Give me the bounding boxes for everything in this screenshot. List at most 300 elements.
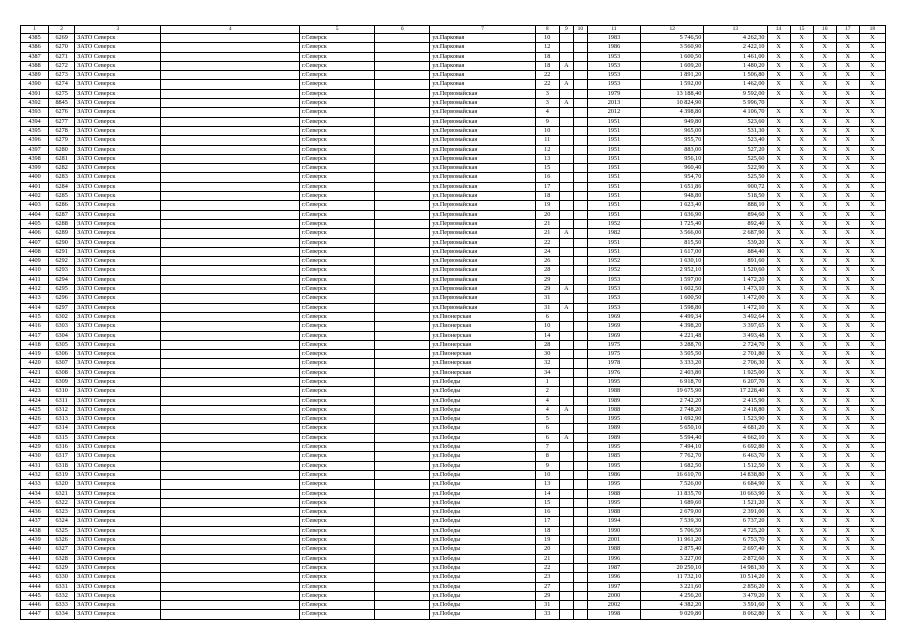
table-cell xyxy=(559,210,573,219)
table-cell: г.Северск xyxy=(299,461,374,470)
table-cell xyxy=(559,238,573,247)
table-cell: ЗАТО Северск xyxy=(75,43,161,52)
table-cell: 1 617,00 xyxy=(641,247,704,256)
table-row xyxy=(21,582,886,591)
table-cell xyxy=(375,350,430,359)
table-cell xyxy=(375,452,430,461)
table-cell: ул.Победы xyxy=(430,573,535,582)
table-cell: 4440 xyxy=(21,545,49,554)
table-cell xyxy=(161,517,299,526)
table-cell: X xyxy=(790,285,813,294)
table-cell xyxy=(559,275,573,284)
table-cell: 4446 xyxy=(21,601,49,610)
table-cell xyxy=(161,480,299,489)
table-cell: 4404 xyxy=(21,210,49,219)
table-cell: X xyxy=(859,34,885,43)
table-cell xyxy=(375,443,430,452)
table-cell: 1951 xyxy=(587,247,640,256)
table-cell: 6279 xyxy=(49,136,75,145)
table-cell: X xyxy=(859,368,885,377)
table-row xyxy=(21,517,886,526)
table-cell: X xyxy=(836,470,859,479)
table-cell: 1 925,00 xyxy=(704,368,767,377)
table-cell: X xyxy=(813,517,836,526)
table-cell: X xyxy=(813,526,836,535)
table-row xyxy=(21,331,886,340)
table-cell: 31 xyxy=(535,601,559,610)
table-cell xyxy=(161,387,299,396)
table-cell: ЗАТО Северск xyxy=(75,424,161,433)
table-cell: X xyxy=(767,582,790,591)
table-cell: X xyxy=(836,126,859,135)
table-row xyxy=(21,563,886,572)
table-row xyxy=(21,443,886,452)
table-cell: X xyxy=(859,526,885,535)
table-cell xyxy=(573,312,587,321)
table-cell: 4 xyxy=(535,108,559,117)
table-cell xyxy=(573,610,587,619)
table-cell: X xyxy=(836,545,859,554)
table-cell: 4429 xyxy=(21,443,49,452)
column-header-15: 15 xyxy=(790,26,813,34)
table-cell: ЗАТО Северск xyxy=(75,266,161,275)
table-cell: 26 xyxy=(535,257,559,266)
table-cell: X xyxy=(836,201,859,210)
table-cell: 1 472,00 xyxy=(704,294,767,303)
table-cell: ЗАТО Северск xyxy=(75,322,161,331)
table-cell: 4441 xyxy=(21,554,49,563)
table-cell: 4426 xyxy=(21,415,49,424)
table-cell: X xyxy=(767,312,790,321)
table-cell: 6321 xyxy=(49,489,75,498)
table-cell: X xyxy=(767,591,790,600)
table-cell: 4419 xyxy=(21,350,49,359)
table-cell xyxy=(573,405,587,414)
table-cell: 4428 xyxy=(21,433,49,442)
table-cell: 1 651,86 xyxy=(641,182,704,191)
table-cell: 4398 xyxy=(21,154,49,163)
table-cell: г.Северск xyxy=(299,415,374,424)
table-cell: X xyxy=(767,470,790,479)
table-cell: X xyxy=(767,285,790,294)
table-cell: X xyxy=(813,145,836,154)
table-cell: X xyxy=(767,136,790,145)
table-cell xyxy=(375,554,430,563)
table-cell xyxy=(375,89,430,98)
table-cell: 6 753,70 xyxy=(704,536,767,545)
table-cell: ЗАТО Северск xyxy=(75,257,161,266)
table-cell xyxy=(767,99,790,108)
table-cell: 1 891,20 xyxy=(641,71,704,80)
table-cell xyxy=(375,182,430,191)
table-cell xyxy=(559,89,573,98)
table-cell: X xyxy=(790,387,813,396)
table-cell: 6277 xyxy=(49,117,75,126)
table-cell: X xyxy=(836,498,859,507)
table-cell: ул.Первомайская xyxy=(430,99,535,108)
table-cell: ул.Первомайская xyxy=(430,219,535,228)
table-row xyxy=(21,405,886,414)
table-cell: 16 xyxy=(535,173,559,182)
table-cell: 4 262,30 xyxy=(704,34,767,43)
table-cell: 6275 xyxy=(49,89,75,98)
table-cell xyxy=(573,229,587,238)
table-cell xyxy=(375,433,430,442)
table-cell: 3 492,64 xyxy=(704,312,767,321)
table-cell: X xyxy=(790,461,813,470)
table-cell: 4442 xyxy=(21,563,49,572)
table-cell: 4444 xyxy=(21,582,49,591)
table-cell: 1990 xyxy=(587,526,640,535)
table-cell: 5 706,50 xyxy=(641,526,704,535)
table-cell xyxy=(375,415,430,424)
table-cell xyxy=(559,108,573,117)
table-cell xyxy=(559,517,573,526)
column-header-17: 17 xyxy=(836,26,859,34)
table-cell: 2002 xyxy=(587,601,640,610)
table-row xyxy=(21,424,886,433)
table-cell: X xyxy=(813,154,836,163)
table-cell: X xyxy=(836,99,859,108)
table-cell: X xyxy=(813,136,836,145)
table-cell: 13 xyxy=(535,480,559,489)
table-row xyxy=(21,145,886,154)
table-cell: 3 566,00 xyxy=(641,229,704,238)
table-cell xyxy=(559,591,573,600)
table-cell: X xyxy=(767,154,790,163)
header-row xyxy=(21,26,886,34)
table-row xyxy=(21,61,886,70)
table-cell: ЗАТО Северск xyxy=(75,210,161,219)
table-cell: X xyxy=(767,247,790,256)
table-cell: ЗАТО Северск xyxy=(75,275,161,284)
table-cell: X xyxy=(790,99,813,108)
table-cell: 6330 xyxy=(49,573,75,582)
table-cell: 888,10 xyxy=(704,201,767,210)
table-cell: 894,60 xyxy=(704,210,767,219)
table-cell xyxy=(559,368,573,377)
table-row xyxy=(21,322,886,331)
table-cell xyxy=(559,164,573,173)
table-cell: 20 xyxy=(535,210,559,219)
table-cell: 4412 xyxy=(21,285,49,294)
table-cell: X xyxy=(836,554,859,563)
table-cell: 10 xyxy=(535,126,559,135)
table-cell: 965,00 xyxy=(641,126,704,135)
table-cell: ул.Победы xyxy=(430,452,535,461)
table-cell xyxy=(559,350,573,359)
table-cell xyxy=(375,331,430,340)
table-cell xyxy=(573,266,587,275)
table-cell xyxy=(375,517,430,526)
table-cell: ул.Победы xyxy=(430,415,535,424)
table-cell: ЗАТО Северск xyxy=(75,99,161,108)
table-cell: 22 xyxy=(535,563,559,572)
table-cell: ЗАТО Северск xyxy=(75,610,161,619)
table-cell: 18 xyxy=(535,526,559,535)
table-cell: X xyxy=(813,508,836,517)
table-cell: 6 xyxy=(535,433,559,442)
table-cell: X xyxy=(813,164,836,173)
table-cell: 6334 xyxy=(49,610,75,619)
table-cell: ул.Парковая xyxy=(430,43,535,52)
table-cell xyxy=(161,582,299,591)
table-cell: ул.Победы xyxy=(430,517,535,526)
table-cell: ул.Победы xyxy=(430,461,535,470)
table-cell: X xyxy=(790,136,813,145)
table-cell: X xyxy=(767,377,790,386)
table-cell: ЗАТО Северск xyxy=(75,489,161,498)
table-cell: ул.Победы xyxy=(430,536,535,545)
table-cell: X xyxy=(859,99,885,108)
table-cell: X xyxy=(813,554,836,563)
table-cell: 1 506,80 xyxy=(704,71,767,80)
table-cell: 6331 xyxy=(49,582,75,591)
table-cell: X xyxy=(813,34,836,43)
table-cell: ЗАТО Северск xyxy=(75,498,161,507)
table-cell: 1951 xyxy=(587,173,640,182)
table-cell: ул.Пионерская xyxy=(430,359,535,368)
table-cell: X xyxy=(813,61,836,70)
table-cell: X xyxy=(767,415,790,424)
table-cell: ул.Первомайская xyxy=(430,108,535,117)
table-cell: X xyxy=(836,80,859,89)
table-cell: 4430 xyxy=(21,452,49,461)
table-cell xyxy=(161,89,299,98)
table-cell: 12 xyxy=(535,145,559,154)
table-row xyxy=(21,350,886,359)
table-cell: ЗАТО Северск xyxy=(75,415,161,424)
table-cell xyxy=(559,601,573,610)
table-cell: 4422 xyxy=(21,377,49,386)
table-cell: 19 xyxy=(535,536,559,545)
table-cell xyxy=(161,545,299,554)
table-cell: X xyxy=(767,573,790,582)
table-cell: ЗАТО Северск xyxy=(75,294,161,303)
table-cell: 4423 xyxy=(21,387,49,396)
table-cell: г.Северск xyxy=(299,229,374,238)
table-cell: X xyxy=(813,266,836,275)
table-cell xyxy=(573,489,587,498)
table-cell: 6322 xyxy=(49,498,75,507)
table-cell: X xyxy=(790,526,813,535)
table-cell: 527,20 xyxy=(704,145,767,154)
table-cell xyxy=(161,350,299,359)
table-cell: X xyxy=(813,480,836,489)
table-cell: 4432 xyxy=(21,470,49,479)
table-cell xyxy=(573,210,587,219)
table-row xyxy=(21,508,886,517)
table-cell xyxy=(161,340,299,349)
table-cell xyxy=(573,108,587,117)
table-cell: г.Северск xyxy=(299,424,374,433)
table-cell: г.Северск xyxy=(299,340,374,349)
table-cell: X xyxy=(767,201,790,210)
table-cell: 19 675,90 xyxy=(641,387,704,396)
table-cell: 11 xyxy=(535,136,559,145)
table-cell: X xyxy=(790,368,813,377)
table-cell: 1985 xyxy=(587,452,640,461)
table-cell: X xyxy=(790,164,813,173)
table-cell: X xyxy=(859,192,885,201)
table-cell: ул.Первомайская xyxy=(430,117,535,126)
table-cell: X xyxy=(813,424,836,433)
table-cell xyxy=(559,331,573,340)
table-cell: ЗАТО Северск xyxy=(75,238,161,247)
table-cell xyxy=(161,508,299,517)
table-cell: 6286 xyxy=(49,201,75,210)
table-row xyxy=(21,99,886,108)
table-row xyxy=(21,368,886,377)
table-cell: 4418 xyxy=(21,340,49,349)
table-cell xyxy=(573,43,587,52)
table-cell: г.Северск xyxy=(299,536,374,545)
table-cell: 4 398,80 xyxy=(641,108,704,117)
table-cell xyxy=(161,368,299,377)
table-cell: 6303 xyxy=(49,322,75,331)
table-cell xyxy=(573,294,587,303)
table-cell: ЗАТО Северск xyxy=(75,89,161,98)
table-cell: 2 391,00 xyxy=(704,508,767,517)
table-cell xyxy=(559,573,573,582)
table-cell: X xyxy=(813,99,836,108)
table-cell xyxy=(573,80,587,89)
table-cell xyxy=(161,452,299,461)
table-cell: X xyxy=(859,322,885,331)
column-header-2: 2 xyxy=(49,26,75,34)
table-cell: 1 600,50 xyxy=(641,52,704,61)
table-cell: X xyxy=(767,359,790,368)
table-cell: 1951 xyxy=(587,126,640,135)
table-cell: ул.Пионерская xyxy=(430,331,535,340)
table-row xyxy=(21,498,886,507)
table-cell: 3 xyxy=(535,89,559,98)
table-cell xyxy=(375,470,430,479)
table-cell: X xyxy=(813,229,836,238)
table-cell: 20 250,10 xyxy=(641,563,704,572)
table-cell xyxy=(573,480,587,489)
table-cell: 6289 xyxy=(49,229,75,238)
table-cell xyxy=(573,238,587,247)
table-row xyxy=(21,257,886,266)
table-cell: 1 472,20 xyxy=(704,275,767,284)
table-cell xyxy=(573,136,587,145)
table-cell: 1951 xyxy=(587,192,640,201)
table-cell xyxy=(161,573,299,582)
table-cell: А xyxy=(559,80,573,89)
table-row xyxy=(21,89,886,98)
table-cell: X xyxy=(790,126,813,135)
table-cell: 1995 xyxy=(587,461,640,470)
table-cell: X xyxy=(767,238,790,247)
table-cell: 1951 xyxy=(587,182,640,191)
table-cell: 2012 xyxy=(587,108,640,117)
table-cell: X xyxy=(859,545,885,554)
table-cell: 21 xyxy=(535,229,559,238)
table-cell xyxy=(573,443,587,452)
table-cell xyxy=(375,340,430,349)
table-cell: 1953 xyxy=(587,294,640,303)
table-cell: X xyxy=(859,238,885,247)
table-cell xyxy=(375,201,430,210)
table-cell: X xyxy=(767,424,790,433)
table-cell xyxy=(375,164,430,173)
table-cell: X xyxy=(859,182,885,191)
table-cell: 6307 xyxy=(49,359,75,368)
table-cell: 15 xyxy=(535,164,559,173)
table-cell: X xyxy=(813,601,836,610)
table-cell: X xyxy=(813,247,836,256)
table-cell xyxy=(573,377,587,386)
table-cell xyxy=(161,145,299,154)
table-cell: 892,40 xyxy=(704,219,767,228)
table-cell: X xyxy=(836,405,859,414)
table-row xyxy=(21,238,886,247)
column-header-5: 5 xyxy=(299,26,374,34)
table-cell: 2001 xyxy=(587,536,640,545)
table-cell: 4 681,20 xyxy=(704,424,767,433)
table-cell: 21 xyxy=(535,219,559,228)
table-cell: 6317 xyxy=(49,452,75,461)
table-cell: ул.Первомайская xyxy=(430,89,535,98)
table-cell: X xyxy=(813,396,836,405)
table-cell: г.Северск xyxy=(299,601,374,610)
table-cell xyxy=(559,126,573,135)
table-cell: 6294 xyxy=(49,275,75,284)
table-cell: 1953 xyxy=(587,61,640,70)
table-cell: ЗАТО Северск xyxy=(75,508,161,517)
table-cell: г.Северск xyxy=(299,136,374,145)
table-cell: X xyxy=(836,573,859,582)
table-cell: X xyxy=(767,173,790,182)
table-row xyxy=(21,526,886,535)
table-cell: 6302 xyxy=(49,312,75,321)
table-cell xyxy=(375,377,430,386)
table-cell: X xyxy=(836,396,859,405)
table-cell: 6280 xyxy=(49,145,75,154)
table-cell: 3 560,90 xyxy=(641,43,704,52)
table-cell: 6271 xyxy=(49,52,75,61)
table-cell: 6290 xyxy=(49,238,75,247)
table-cell: X xyxy=(836,322,859,331)
table-cell: 6295 xyxy=(49,285,75,294)
table-cell: X xyxy=(836,303,859,312)
table-cell: г.Северск xyxy=(299,173,374,182)
table-cell: X xyxy=(790,322,813,331)
table-cell: А xyxy=(559,229,573,238)
table-cell: X xyxy=(836,610,859,619)
table-cell: г.Северск xyxy=(299,61,374,70)
table-cell: ЗАТО Северск xyxy=(75,526,161,535)
table-cell xyxy=(573,387,587,396)
table-cell xyxy=(161,182,299,191)
table-cell: 518,50 xyxy=(704,192,767,201)
table-cell: 8 xyxy=(535,452,559,461)
table-cell: X xyxy=(767,89,790,98)
table-cell: 4 256,20 xyxy=(641,591,704,600)
table-cell: X xyxy=(859,136,885,145)
table-cell: 2 875,40 xyxy=(641,545,704,554)
table-cell: 9 592,00 xyxy=(704,89,767,98)
table-cell: 30 xyxy=(535,350,559,359)
table-cell: X xyxy=(767,508,790,517)
table-cell: X xyxy=(859,359,885,368)
table-cell: 4406 xyxy=(21,229,49,238)
table-cell: X xyxy=(859,145,885,154)
table-cell: 1 462,00 xyxy=(704,80,767,89)
table-cell: 1975 xyxy=(587,340,640,349)
table-cell xyxy=(161,71,299,80)
